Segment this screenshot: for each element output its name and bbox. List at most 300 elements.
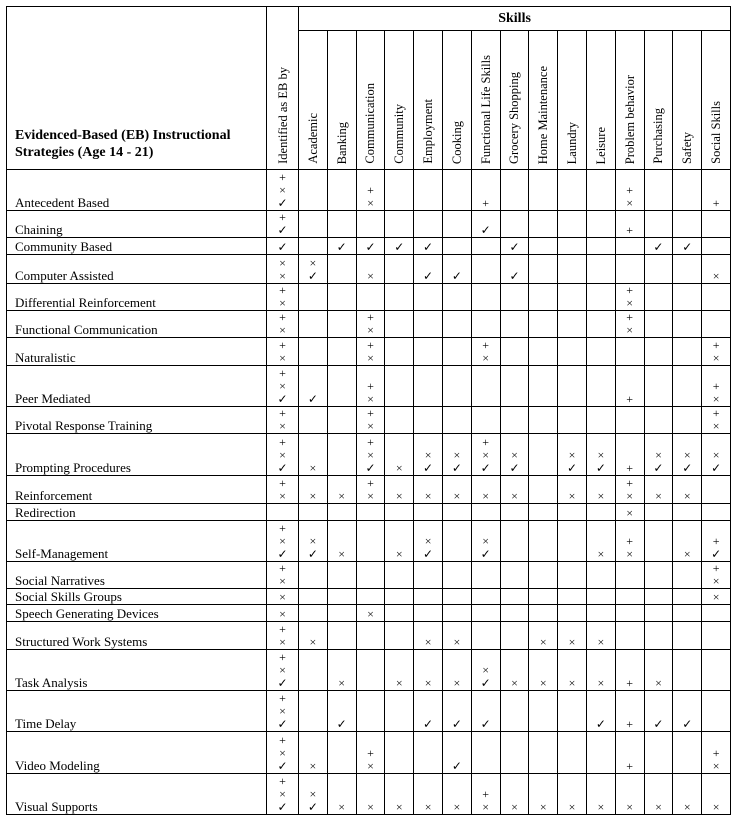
skill-cell [299,238,328,255]
cross-mark: × [712,269,720,283]
plus-mark: + [279,435,286,449]
plus-mark: + [279,366,286,380]
skill-cell [471,211,500,238]
skill-cell [471,366,500,407]
cross-mark: × [712,419,720,433]
skill-cell [529,774,558,815]
skill-cell [471,476,500,504]
cross-mark: × [568,635,576,649]
cross-mark: × [453,676,461,690]
skill-cell [327,211,356,238]
skill-header-label: Problem behavior [622,74,637,164]
plus-mark: + [482,196,490,210]
check-mark: ✓ [567,461,578,475]
cross-mark: × [279,256,286,270]
cross-mark: × [279,590,286,604]
cross-mark: × [683,547,691,561]
skill-cell [299,434,328,476]
cross-mark: × [597,489,605,503]
corner-title: Evidenced-Based (EB) Instructional Strategies (Age 14 - 21) [7,7,267,170]
skill-cell [673,774,702,815]
check-mark: ✓ [277,676,288,690]
plus-mark: + [626,392,634,406]
skill-cell [471,605,500,622]
strategy-name: Task Analysis [7,650,267,691]
skill-cell [644,605,673,622]
skill-cell [327,311,356,338]
skill-cell [414,774,443,815]
skill-cell [385,238,414,255]
skill-cell [529,170,558,211]
skill-cell [673,238,702,255]
skill-cell [471,774,500,815]
plus-mark: + [626,223,634,237]
skill-cell [644,562,673,589]
eb-cell [267,691,299,732]
plus-mark: + [279,691,286,705]
skill-cell [327,238,356,255]
check-mark: ✓ [365,461,376,475]
skill-cell [644,691,673,732]
cross-mark: × [712,574,720,588]
table-row [7,589,731,605]
eb-cell [267,211,299,238]
skill-cell [673,255,702,284]
cross-mark: × [597,448,605,462]
cross-mark: × [309,635,317,649]
skill-cell [471,255,500,284]
skill-cell [385,774,414,815]
skill-cell [673,622,702,650]
skill-cell [442,211,471,238]
skill-cell [327,170,356,211]
skill-cell [529,691,558,732]
check-mark: ✓ [277,717,288,731]
skill-cell [385,211,414,238]
cross-mark: × [279,183,286,197]
plus-mark: + [367,379,374,393]
cross-mark: × [395,547,403,561]
skill-cell [414,170,443,211]
skill-cell [586,691,615,732]
skill-cell [442,504,471,521]
strategy-name: Peer Mediated [7,366,267,407]
skill-cell [673,650,702,691]
skill-cell [471,589,500,605]
cross-mark: × [626,489,634,503]
skill-cell [414,589,443,605]
skill-cell [414,605,443,622]
check-mark: ✓ [451,461,462,475]
skill-cell [299,407,328,434]
strategy-name: Visual Supports [7,774,267,815]
skill-cell [385,562,414,589]
eb-cell [267,504,299,521]
plus-mark: + [712,406,720,420]
skill-cell [500,170,529,211]
check-mark: ✓ [307,547,318,561]
skill-cell [299,311,328,338]
skill-cell [414,521,443,562]
eb-cell [267,521,299,562]
skill-cell [529,732,558,774]
skill-cell [529,211,558,238]
eb-cell [267,476,299,504]
cross-mark: × [539,635,547,649]
skill-cell [644,434,673,476]
skill-cell [586,238,615,255]
skill-header [327,31,356,170]
strategy-name: Social Narratives [7,562,267,589]
strategy-name: Pivotal Response Training [7,407,267,434]
skill-cell [327,476,356,504]
strategy-name: Social Skills Groups [7,589,267,605]
cross-mark: × [367,323,374,337]
skill-cell [702,284,731,311]
skill-cell [558,691,587,732]
table-row [7,170,731,211]
skill-cell [500,434,529,476]
skill-cell [644,407,673,434]
skill-header [644,31,673,170]
cross-mark: × [683,489,691,503]
check-mark: ✓ [423,240,434,254]
plus-mark: + [279,561,286,575]
skill-cell [356,255,385,284]
skill-cell [586,170,615,211]
skill-cell [644,311,673,338]
skill-cell [673,170,702,211]
plus-mark: + [367,476,374,490]
skill-cell [385,338,414,366]
skill-cell [414,255,443,284]
skill-cell [615,238,644,255]
skill-cell [299,255,328,284]
skill-cell [442,650,471,691]
skill-cell [586,589,615,605]
cross-mark: × [309,759,317,773]
check-mark: ✓ [682,717,693,731]
skill-cell [673,476,702,504]
skill-cell [558,255,587,284]
skill-cell [385,504,414,521]
cross-mark: × [338,676,346,690]
strategy-name: Speech Generating Devices [7,605,267,622]
skill-cell [702,521,731,562]
skill-cell [327,732,356,774]
cross-mark: × [597,635,605,649]
cross-mark: × [279,574,286,588]
skill-cell [615,476,644,504]
check-mark: ✓ [682,240,693,254]
skill-cell [385,255,414,284]
skill-cell [586,650,615,691]
skill-cell [529,338,558,366]
cross-mark: × [712,800,720,814]
cross-mark: × [453,800,461,814]
check-mark: ✓ [480,676,491,690]
skill-cell [500,476,529,504]
cross-mark: × [626,323,634,337]
skill-cell [471,504,500,521]
skill-cell [558,732,587,774]
skill-header [356,31,385,170]
plus-mark: + [279,283,286,297]
skill-cell [442,238,471,255]
skill-cell [558,284,587,311]
plus-mark: + [279,210,286,224]
skill-header-label: Academic [305,113,320,164]
skill-cell [558,650,587,691]
skill-cell [586,622,615,650]
cross-mark: × [453,635,461,649]
skill-cell [442,476,471,504]
table-row [7,366,731,407]
cross-mark: × [597,547,605,561]
skill-header [414,31,443,170]
cross-mark: × [279,663,286,677]
skill-cell [414,732,443,774]
cross-mark: × [367,448,374,462]
plus-mark: + [367,310,374,324]
check-mark: ✓ [277,547,288,561]
strategy-name: Time Delay [7,691,267,732]
skill-cell [615,311,644,338]
plus-mark: + [626,283,634,297]
skill-cell [471,338,500,366]
table-row [7,476,731,504]
cross-mark: × [712,590,720,604]
skill-cell [327,605,356,622]
skill-cell [327,521,356,562]
check-mark: ✓ [423,717,434,731]
plus-mark: + [482,338,490,352]
skill-cell [673,284,702,311]
skill-cell [442,774,471,815]
check-mark: ✓ [509,461,520,475]
cross-mark: × [712,759,720,773]
skill-header-label: Functional Life Skills [478,54,493,164]
skill-cell [299,504,328,521]
skill-cell [673,407,702,434]
skill-cell [615,589,644,605]
plus-mark: + [712,338,720,352]
check-mark: ✓ [277,223,288,237]
skill-cell [500,650,529,691]
check-mark: ✓ [653,717,664,731]
eb-cell [267,407,299,434]
skill-cell [586,774,615,815]
skill-cell [442,366,471,407]
skill-cell [500,211,529,238]
skill-cell [442,605,471,622]
skill-cell [471,434,500,476]
cross-mark: × [482,800,490,814]
skill-cell [471,521,500,562]
skill-cell [644,255,673,284]
skill-cell [702,691,731,732]
table-body [7,170,731,815]
eb-cell [267,605,299,622]
skill-cell [529,589,558,605]
skill-cell [615,284,644,311]
table-row [7,622,731,650]
skill-cell [327,338,356,366]
plus-mark: + [626,183,634,197]
skill-cell [558,238,587,255]
skill-cell [414,650,443,691]
skill-cell [414,238,443,255]
skill-cell [299,605,328,622]
skill-cell [586,521,615,562]
cross-mark: × [424,489,432,503]
eb-cell [267,170,299,211]
cross-mark: × [568,489,576,503]
check-mark: ✓ [277,800,288,814]
cross-mark: × [279,419,286,433]
skill-cell [414,562,443,589]
cross-mark: × [626,506,634,520]
skill-cell [615,434,644,476]
skill-header-label: Safety [680,132,695,164]
skill-header [702,31,731,170]
plus-mark: + [626,759,634,773]
check-mark: ✓ [711,547,722,561]
skill-cell [385,589,414,605]
skill-header [586,31,615,170]
skill-cell [414,211,443,238]
cross-mark: × [279,534,286,548]
check-mark: ✓ [277,759,288,773]
skill-cell [299,211,328,238]
skill-cell [500,338,529,366]
strategy-name: Functional Communication [7,311,267,338]
skill-cell [644,622,673,650]
skill-cell [586,732,615,774]
skill-cell [558,338,587,366]
eb-cell [267,284,299,311]
skill-cell [673,691,702,732]
skill-cell [500,366,529,407]
skill-cell [702,650,731,691]
skill-cell [644,650,673,691]
cross-mark: × [309,787,317,801]
skill-cell [586,311,615,338]
skill-cell [615,255,644,284]
cross-mark: × [655,800,662,814]
cross-mark: × [424,534,432,548]
plus-mark: + [279,476,286,490]
skill-cell [558,774,587,815]
check-mark: ✓ [595,717,606,731]
cross-mark: × [626,196,634,210]
check-mark: ✓ [307,269,318,283]
cross-mark: × [482,534,490,548]
cross-mark: × [309,461,317,475]
cross-mark: × [367,759,374,773]
skill-cell [529,284,558,311]
skill-cell [442,521,471,562]
cross-mark: × [279,635,286,649]
skill-cell [356,562,385,589]
skill-cell [558,407,587,434]
skill-cell [356,476,385,504]
skill-cell [356,622,385,650]
skill-cell [529,650,558,691]
skill-cell [702,732,731,774]
plus-mark: + [712,379,720,393]
cross-mark: × [279,787,286,801]
skill-cell [586,255,615,284]
cross-mark: × [424,448,432,462]
skill-cell [471,311,500,338]
skill-cell [299,732,328,774]
skill-cell [500,589,529,605]
skill-cell [615,691,644,732]
skill-cell [558,434,587,476]
skill-cell [702,476,731,504]
cross-mark: × [279,296,286,310]
plus-mark: + [367,183,374,197]
skill-cell [299,622,328,650]
skill-cell [442,732,471,774]
plus-mark: + [279,774,286,788]
table-row [7,311,731,338]
cross-mark: × [539,800,547,814]
skill-cell [500,622,529,650]
skill-cell [414,338,443,366]
eb-cell [267,255,299,284]
skill-cell [414,504,443,521]
plus-mark: + [712,534,720,548]
skill-header-label: Cooking [449,120,464,164]
skill-cell [558,366,587,407]
plus-mark: + [367,746,374,760]
skill-cell [644,732,673,774]
plus-mark: + [626,476,634,490]
strategy-name: Reinforcement [7,476,267,504]
skill-cell [327,774,356,815]
skill-header [385,31,414,170]
cross-mark: × [626,547,634,561]
skill-cell [586,366,615,407]
skill-cell [471,650,500,691]
eb-cell [267,311,299,338]
skill-cell [673,366,702,407]
skill-cell [385,650,414,691]
skill-cell [558,605,587,622]
skill-cell [385,691,414,732]
table-row [7,504,731,521]
skill-cell [529,366,558,407]
skill-cell [414,311,443,338]
table-row [7,211,731,238]
skill-cell [385,434,414,476]
skill-cell [702,170,731,211]
skill-cell [673,732,702,774]
table-row [7,434,731,476]
skill-cell [586,338,615,366]
cross-mark: × [626,296,634,310]
skill-cell [327,284,356,311]
skill-cell [414,622,443,650]
skill-cell [644,589,673,605]
cross-mark: × [511,448,518,462]
skill-cell [615,338,644,366]
cross-mark: × [309,489,317,503]
check-mark: ✓ [365,240,376,254]
cross-mark: × [482,489,490,503]
